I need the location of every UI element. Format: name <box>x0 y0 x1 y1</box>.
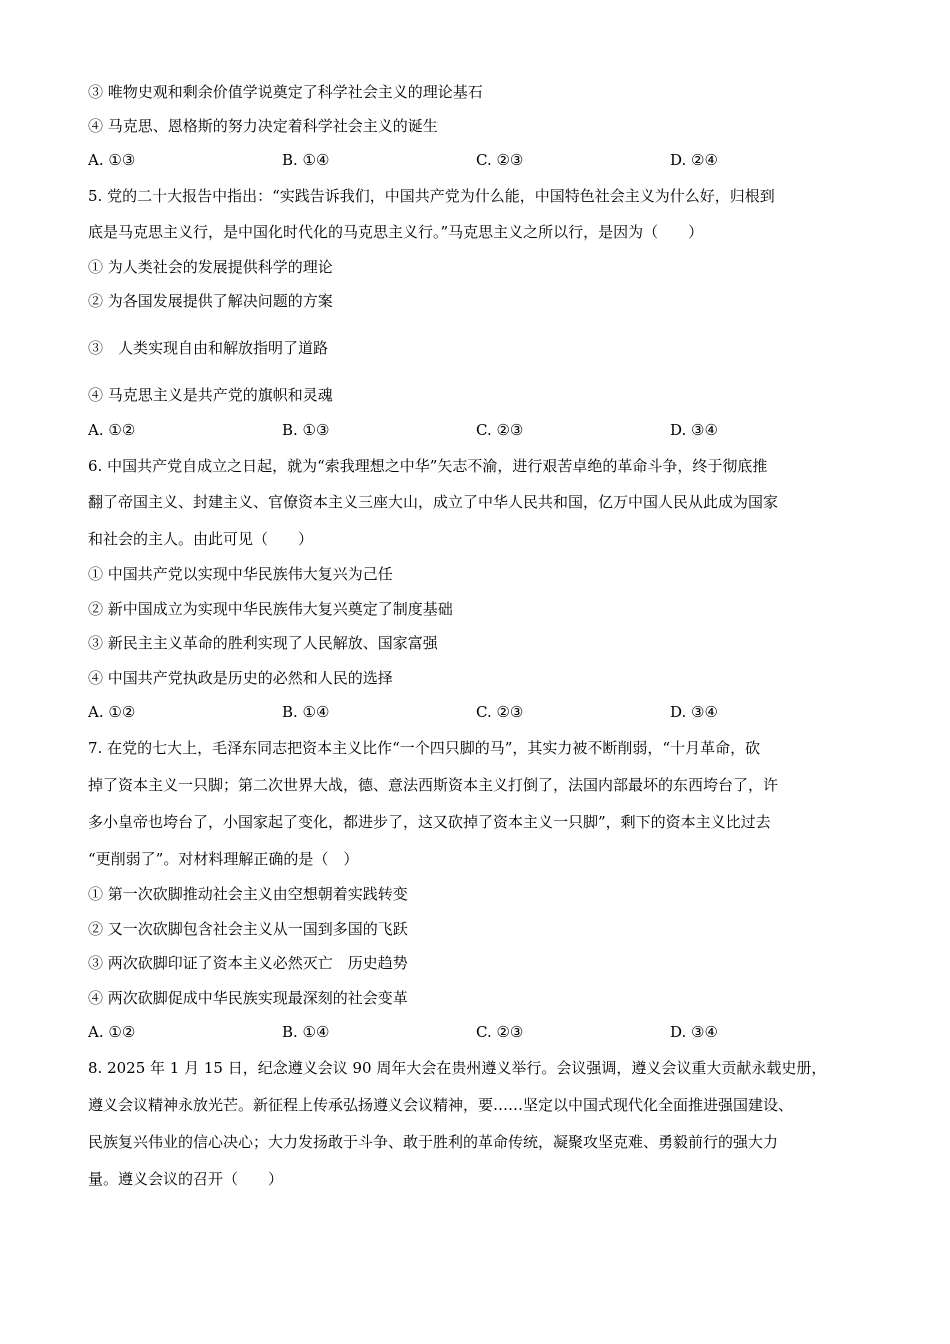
q6-stem-line-3: 和社会的主人。由此可见（ ） <box>88 530 314 548</box>
q5-statement-3: ③ 人类实现自由和解放指明了道路 <box>88 339 329 357</box>
q8-stem-line-2: 遵义会议精神永放光芒。新征程上传承弘扬遵义会议精神，要……坚定以中国式现代化全面推进强国建设、 <box>88 1096 794 1114</box>
q5-option-b: B. ①③ <box>282 421 330 439</box>
q5-stem-line-2: 底是马克思主义行，是中国化时代化的马克思主义行。”马克思主义之所以行，是因为（ ） <box>88 223 704 241</box>
q7-options <box>88 1022 848 1042</box>
q4-option-b: B. ①④ <box>282 151 330 169</box>
q6-options <box>88 702 848 722</box>
q5-option-d: D. ③④ <box>670 421 718 439</box>
q6-option-c: C. ②③ <box>476 703 524 721</box>
q8-stem-line-1: 8. 2025 年 1 月 15 日，纪念遵义会议 90 周年大会在贵州遵义举行。会议强调，遵义会议重大贡献永载史册， <box>88 1059 827 1077</box>
q7-option-d: D. ③④ <box>670 1023 718 1041</box>
q4-statement-3: ③ 唯物史观和剩余价值学说奠定了科学社会主义的理论基石 <box>88 83 483 101</box>
q7-statement-4: ④ 两次砍脚促成中华民族实现最深刻的社会变革 <box>88 989 408 1007</box>
q4-statement-4: ④ 马克思、恩格斯的努力决定着科学社会主义的诞生 <box>88 117 438 135</box>
q6-option-b: B. ①④ <box>282 703 330 721</box>
q5-option-c: C. ②③ <box>476 421 524 439</box>
q4-option-c: C. ②③ <box>476 151 524 169</box>
q5-statement-1: ① 为人类社会的发展提供科学的理论 <box>88 258 333 276</box>
q4-options <box>88 150 848 170</box>
q8-stem-line-4: 量。遵义会议的召开（ ） <box>88 1170 284 1188</box>
q7-statement-3: ③ 两次砍脚印证了资本主义必然灭亡 历史趋势 <box>88 954 408 972</box>
q7-option-c: C. ②③ <box>476 1023 524 1041</box>
q4-option-a: A. ①③ <box>88 151 136 169</box>
q7-stem-line-1: 7. 在党的七大上，毛泽东同志把资本主义比作“一个四只脚的马”，其实力被不断削弱，“十月革命，砍 <box>88 739 761 757</box>
q4-option-d: D. ②④ <box>670 151 718 169</box>
q6-option-d: D. ③④ <box>670 703 718 721</box>
q5-statement-2: ② 为各国发展提供了解决问题的方案 <box>88 292 333 310</box>
q7-option-b: B. ①④ <box>282 1023 330 1041</box>
q7-stem-line-4: “更削弱了”。对材料理解正确的是（ ） <box>88 850 359 868</box>
q6-statement-3: ③ 新民主主义革命的胜利实现了人民解放、国家富强 <box>88 634 438 652</box>
q7-stem-line-2: 掉了资本主义一只脚；第二次世界大战，德、意法西斯资本主义打倒了，法国内部最坏的东西垮台了，许 <box>88 776 779 794</box>
q7-statement-1: ① 第一次砍脚推动社会主义由空想朝着实践转变 <box>88 885 408 903</box>
q6-stem-line-2: 翻了帝国主义、封建主义、官僚资本主义三座大山，成立了中华人民共和国，亿万中国人民从此成为国家 <box>88 493 779 511</box>
q5-options <box>88 420 848 440</box>
q7-option-a: A. ①② <box>88 1023 136 1041</box>
q5-stem-line-1: 5. 党的二十大报告中指出：“实践告诉我们，中国共产党为什么能，中国特色社会主义为什么好，归根到 <box>88 187 775 205</box>
q7-stem-line-3: 多小皇帝也垮台了，小国家起了变化，都进步了，这又砍掉了资本主义一只脚”，剩下的资本主义比过去 <box>88 813 771 831</box>
q6-stem-line-1: 6. 中国共产党自成立之日起，就为“索我理想之中华”矢志不渝，进行艰苦卓绝的革命斗争，终于彻底推 <box>88 457 768 475</box>
q6-statement-1: ① 中国共产党以实现中华民族伟大复兴为己任 <box>88 565 393 583</box>
q7-statement-2: ② 又一次砍脚包含社会主义从一国到多国的飞跃 <box>88 920 408 938</box>
q6-option-a: A. ①② <box>88 703 136 721</box>
q5-option-a: A. ①② <box>88 421 136 439</box>
q8-stem-line-3: 民族复兴伟业的信心决心；大力发扬敢于斗争、敢于胜利的革命传统，凝聚攻坚克难、勇毅前行的强大力 <box>88 1133 779 1151</box>
q6-statement-4: ④ 中国共产党执政是历史的必然和人民的选择 <box>88 669 393 687</box>
q6-statement-2: ② 新中国成立为实现中华民族伟大复兴奠定了制度基础 <box>88 600 453 618</box>
q5-statement-4: ④ 马克思主义是共产党的旗帜和灵魂 <box>88 386 333 404</box>
